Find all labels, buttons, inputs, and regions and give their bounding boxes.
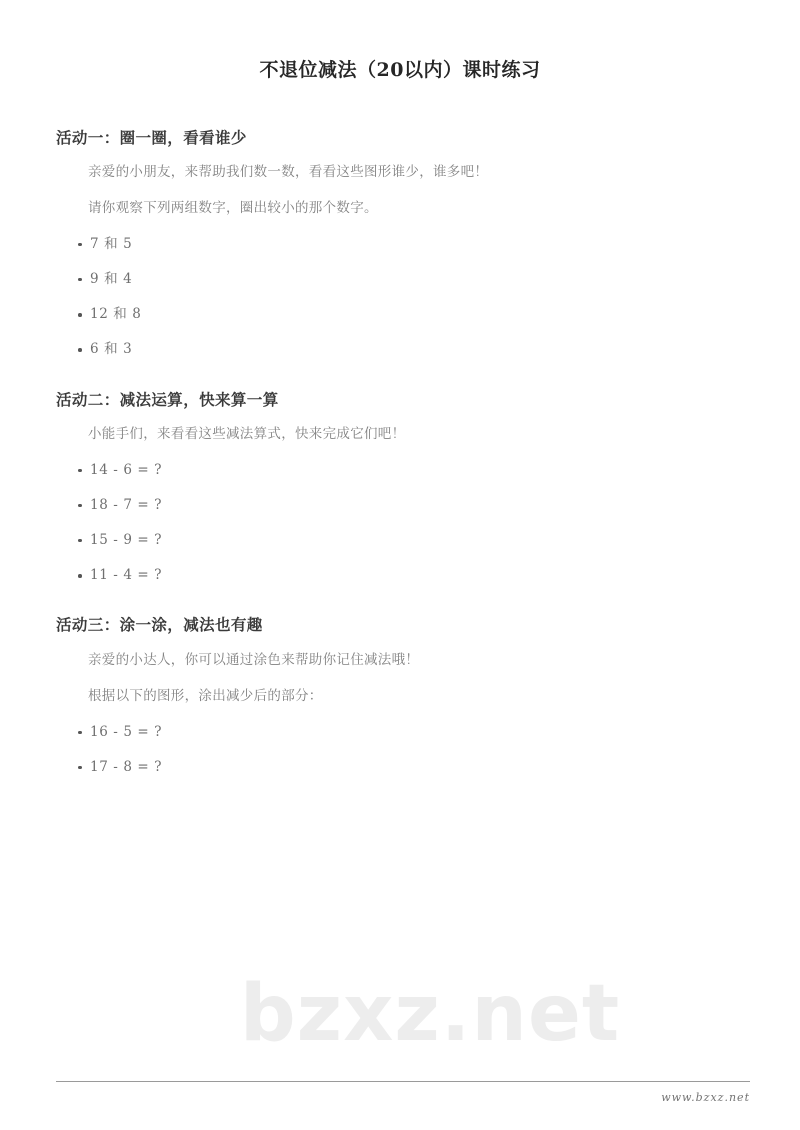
page-footer <box>56 1081 750 1104</box>
activity-2-paragraph-1: 小能手们，来看看这些减法算式，快来完成它们吧！ <box>88 426 406 443</box>
activity-1-paragraph-2: 请你观察下列两组数字，圈出较小的那个数字。 <box>88 200 378 217</box>
activity-section-1 <box>56 127 744 359</box>
list-item: 12 和 8 <box>78 305 744 323</box>
list-item: 6 和 3 <box>78 340 744 358</box>
activity-1-heading: 活动一：圈一圈，看看谁少 <box>56 127 247 147</box>
activity-3-item-list <box>56 723 744 776</box>
activity-3-paragraph-2: 根据以下的图形，涂出减少后的部分： <box>88 688 323 705</box>
page-title: 不退位减法（20以内）课时练习 <box>259 59 541 81</box>
list-item: 9 和 4 <box>78 270 744 288</box>
footer-site-url: www.bzxz.net <box>661 1091 750 1104</box>
list-item: 18 - 7 = ? <box>78 496 744 514</box>
activity-section-2 <box>56 389 744 585</box>
list-item: 11 - 4 = ? <box>78 566 744 584</box>
activity-2-item-list <box>56 461 744 585</box>
list-item: 7 和 5 <box>78 235 744 253</box>
activity-3-paragraph-1: 亲爱的小达人，你可以通过涂色来帮助你记住减法哦！ <box>88 652 420 669</box>
activity-section-3 <box>56 614 744 776</box>
site-watermark: bzxz.net <box>239 969 621 1059</box>
list-item: 15 - 9 = ? <box>78 531 744 549</box>
activity-3-heading: 活动三：涂一涂，减法也有趣 <box>56 615 263 635</box>
list-item: 17 - 8 = ? <box>78 758 744 776</box>
list-item: 16 - 5 = ? <box>78 723 744 741</box>
activity-2-heading: 活动二：减法运算，快来算一算 <box>56 389 279 409</box>
activity-1-paragraph-1: 亲爱的小朋友，来帮助我们数一数，看看这些图形谁少，谁多吧！ <box>88 164 489 181</box>
list-item: 14 - 6 = ? <box>78 461 744 479</box>
activity-1-item-list <box>56 235 744 359</box>
